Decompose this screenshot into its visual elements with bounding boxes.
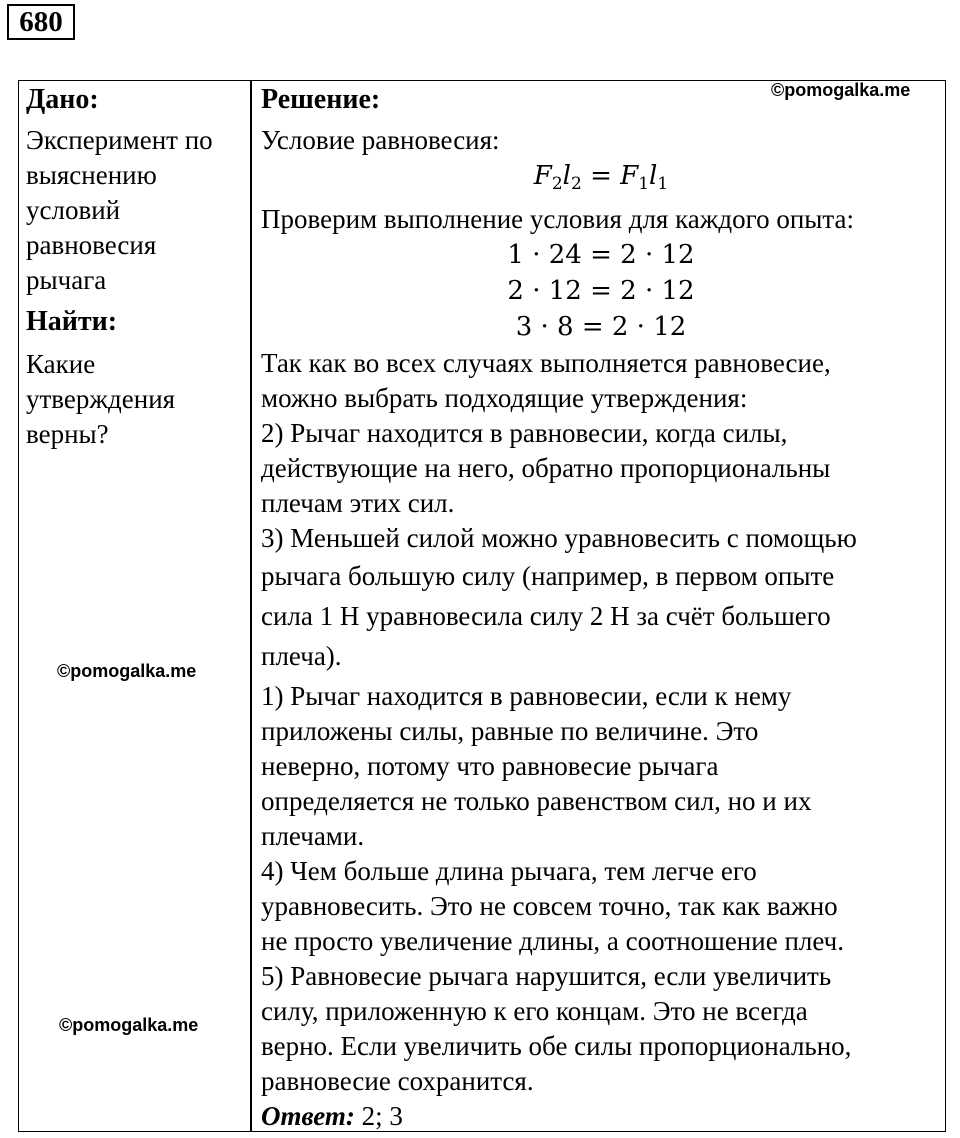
solution-line: верно. Если увеличить обе силы пропорционально, — [261, 1031, 852, 1061]
check-label: Проверим выполнение условия для каждого опыта: — [261, 204, 855, 234]
check-equation: 3 · 8 = 2 · 12 — [515, 312, 687, 342]
reasoning-block-c — [261, 679, 941, 1099]
find-line: верны? — [26, 419, 109, 449]
solution-line: приложены силы, равные по величине. Это — [261, 716, 759, 746]
find-text — [26, 347, 248, 452]
solution-heading: Решение: — [261, 84, 381, 115]
check-equation: 2 · 12 = 2 · 12 — [507, 276, 695, 306]
solution-line: рычага большую силу (например, в первом опыте — [261, 561, 835, 591]
solution-line: не просто увеличение длины, а соотношение плеч. — [261, 926, 845, 956]
column-divider — [250, 80, 252, 1132]
solution-line: сила 1 Н уравновесила силу 2 Н за счёт большего — [261, 601, 831, 631]
given-line: условий — [26, 195, 121, 225]
given-line: выяснению — [26, 160, 157, 190]
given-text — [26, 123, 248, 298]
check-equation: 1 · 24 = 2 · 12 — [507, 240, 695, 270]
solution-line: можно выбрать подходящие утверждения: — [261, 383, 748, 413]
answer-value: 2; 3 — [354, 1101, 403, 1131]
solution-column — [261, 80, 941, 1134]
solution-line: плечами. — [261, 821, 365, 851]
solution-line: неверно, потому что равновесие рычага — [261, 751, 719, 781]
equilibrium-formula: $F_2l_2 = F_1l_1$ — [533, 161, 669, 194]
solution-line: 5) Равновесие рычага нарушится, если увеличить — [261, 961, 832, 991]
find-line: Какие — [26, 349, 96, 379]
condition-label: Условие равновесия: — [261, 125, 500, 155]
reasoning-block-b — [261, 556, 941, 676]
problem-number: 680 — [7, 4, 75, 40]
given-heading: Дано: — [26, 84, 99, 115]
solution-line: силу, приложенную к его концам. Это не всегда — [261, 996, 808, 1026]
watermark-bottom: ©pomogalka.me — [59, 1015, 199, 1035]
solution-line: 4) Чем больше длина рычага, тем легче его — [261, 856, 757, 886]
solution-line: Так как во всех случаях выполняется равновесие, — [261, 348, 831, 378]
solution-line: 1) Рычаг находится в равновесии, если к нему — [261, 681, 792, 711]
solution-line: определяется не только равенством сил, но и их — [261, 786, 812, 816]
solution-line: 2) Рычаг находится в равновесии, когда силы, — [261, 418, 788, 448]
answer-line — [261, 1099, 941, 1134]
solution-line: равновесие сохранится. — [261, 1066, 534, 1096]
find-heading: Найти: — [26, 306, 118, 337]
solution-line: уравновесить. Это не совсем точно, так как важно — [261, 891, 838, 921]
find-line: утверждения — [26, 384, 176, 414]
given-column — [26, 80, 248, 452]
solution-line: 3) Меньшей силой можно уравновесить с помощью — [261, 523, 857, 553]
solution-line: плечам этих сил. — [261, 488, 455, 518]
solution-line: действующие на него, обратно пропорциональны — [261, 453, 831, 483]
watermark-middle: ©pomogalka.me — [57, 661, 197, 681]
solution-line: плеча). — [261, 641, 342, 671]
watermark-top: ©pomogalka.me — [771, 80, 911, 100]
answer-label: Ответ: — [261, 1101, 355, 1131]
given-line: равновесия — [26, 230, 157, 260]
reasoning-block-a — [261, 346, 941, 556]
given-line: рычага — [26, 265, 107, 295]
given-line: Эксперимент по — [26, 125, 213, 155]
